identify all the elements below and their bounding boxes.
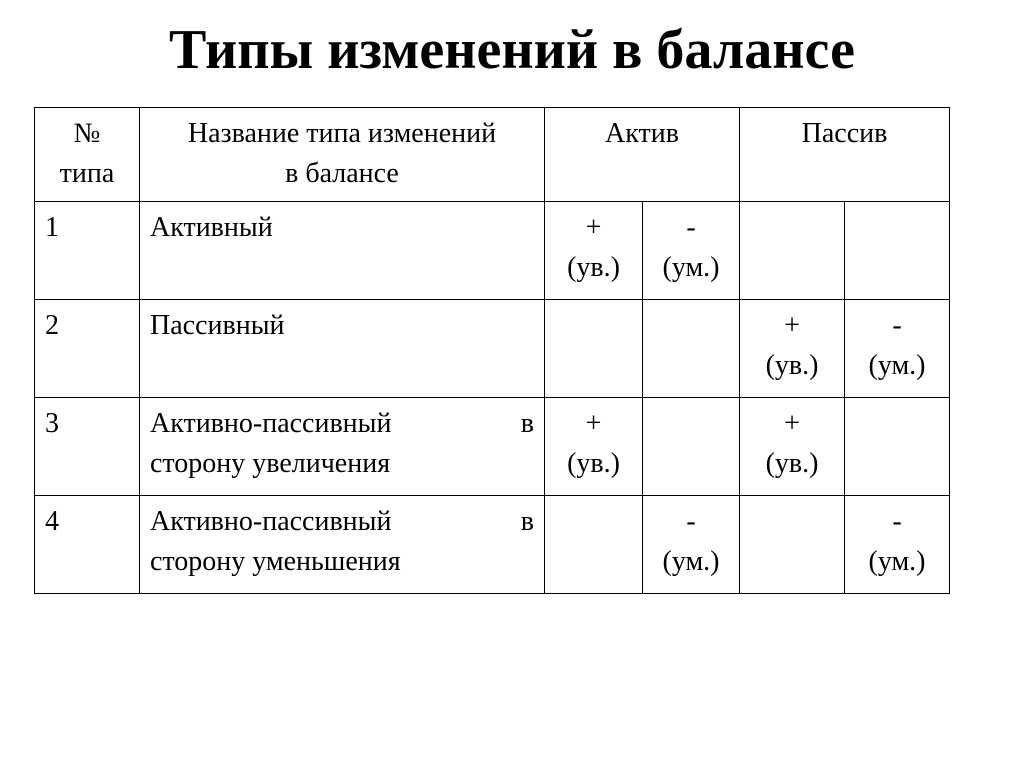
mark-label: (ум.) [662,546,720,577]
header-asset-label: Актив [605,118,679,149]
row-type-name [140,398,545,496]
row-name-line1: Активно-пассивный [150,408,392,439]
liability-decrease-cell [845,300,950,398]
table-row [35,398,950,496]
row-type-name [140,202,545,300]
row-type-name [140,300,545,398]
liability-increase-cell [740,398,845,496]
mark-label: (ув.) [765,350,819,381]
row-name-word-right: в [520,506,534,537]
table-header-row [35,108,950,202]
mark-sign: - [686,506,696,537]
liability-decrease-cell [845,202,950,300]
row-name-line2: сторону уменьшения [150,546,401,577]
header-number-sign: № [73,118,101,149]
row-name-word-right: в [520,408,534,439]
row-number: 1 [35,202,140,300]
mark-sign: + [784,408,800,439]
liability-decrease-cell [845,496,950,594]
row-number: 3 [35,398,140,496]
header-liability [740,108,950,202]
table-row [35,300,950,398]
mark-sign: - [892,506,902,537]
mark-label: (ум.) [662,252,720,283]
asset-decrease-cell [643,202,740,300]
liability-decrease-cell [845,398,950,496]
asset-decrease-cell [643,398,740,496]
asset-decrease-cell [643,496,740,594]
row-number: 4 [35,496,140,594]
header-liability-label: Пассив [801,118,888,149]
balance-changes-table [34,107,950,594]
header-number-word: типа [59,158,115,189]
page-title: Типы изменений в балансе [169,19,855,81]
mark-label: (ум.) [868,350,926,381]
row-name-line1: Активно-пассивный [150,506,392,537]
asset-increase-cell [545,202,643,300]
mark-sign: + [585,212,602,243]
asset-increase-cell [545,398,643,496]
liability-increase-cell [740,496,845,594]
header-name-line1: Название типа изменений [187,118,497,149]
liability-increase-cell [740,202,845,300]
row-name-line1: Активный [150,212,273,243]
mark-label: (ув.) [567,448,620,479]
mark-label: (ув.) [765,448,819,479]
row-type-name [140,496,545,594]
row-name-line2: сторону увеличения [150,448,391,479]
row-name-line1-wrap [150,404,534,444]
row-name-line1-wrap [150,502,534,542]
header-name-line2: в балансе [285,158,399,189]
header-type-name [140,108,545,202]
table-row [35,496,950,594]
header-asset [545,108,740,202]
mark-sign: - [892,310,902,341]
mark-sign: + [784,310,800,341]
asset-increase-cell [545,300,643,398]
row-number: 2 [35,300,140,398]
liability-increase-cell [740,300,845,398]
mark-label: (ум.) [868,546,926,577]
mark-sign: + [585,408,602,439]
mark-sign: - [686,212,696,243]
asset-increase-cell [545,496,643,594]
header-type-number [35,108,140,202]
table-row [35,202,950,300]
asset-decrease-cell [643,300,740,398]
mark-label: (ув.) [567,252,620,283]
row-name-line1: Пассивный [150,310,285,341]
